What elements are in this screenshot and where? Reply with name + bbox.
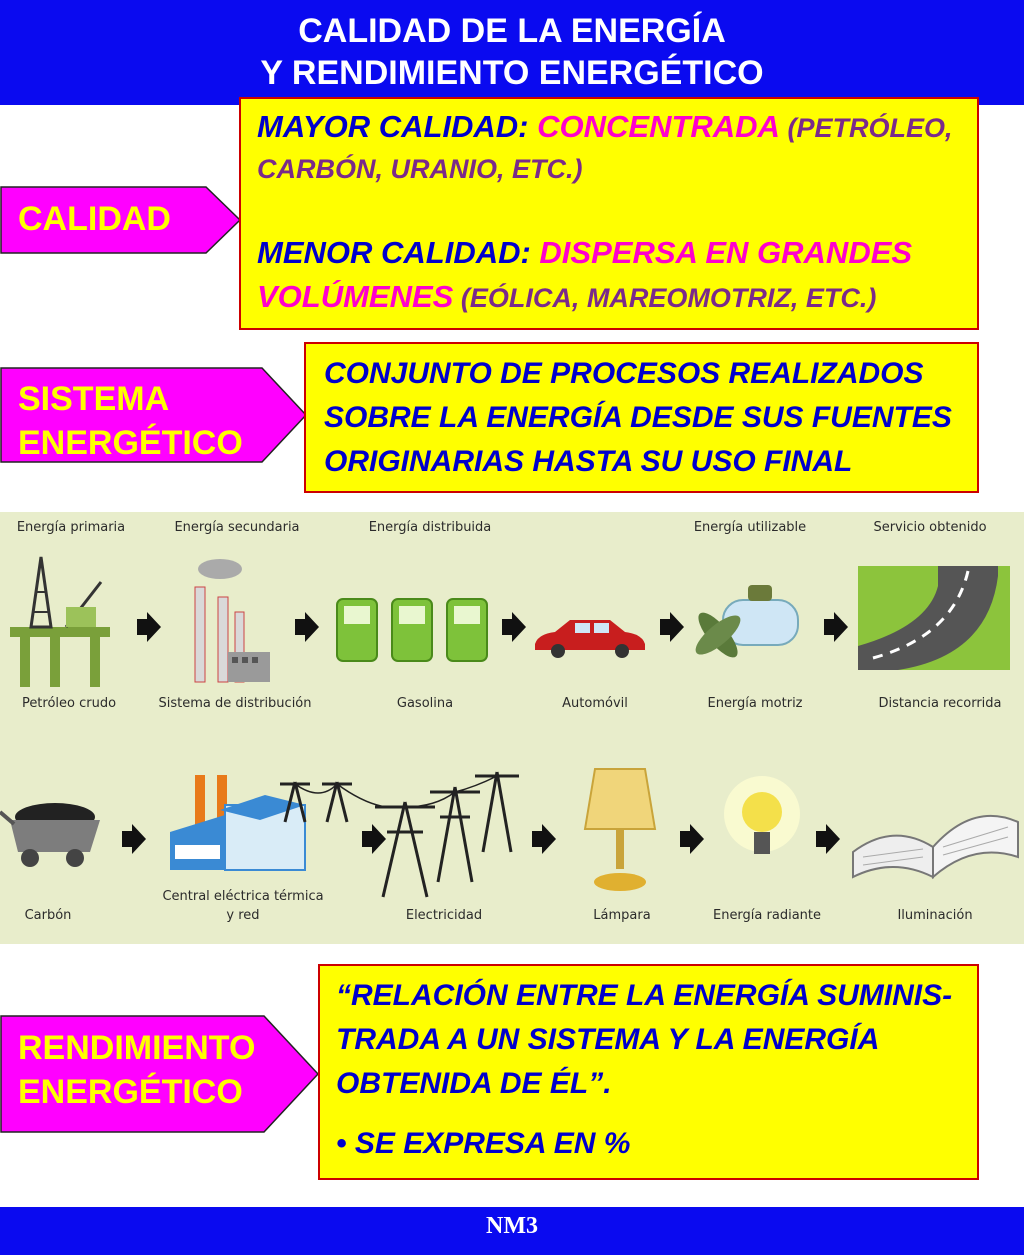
label-lampara: Lámpara: [593, 908, 651, 923]
sistema-tag-line-1: SISTEMA: [18, 380, 170, 418]
arrow-icon: [362, 824, 386, 854]
rendimiento-definition: “RELACIÓN ENTRE LA ENERGÍA SUMINIS-TRADA A UN SISTEMA Y LA ENERGÍA OBTENIDA DE ÉL”.: [336, 979, 953, 1100]
power-lines-icon: [275, 762, 525, 902]
label-electricidad: Electricidad: [405, 908, 483, 923]
arrow-icon: [532, 824, 556, 854]
label-gasolina: Gasolina: [396, 696, 454, 711]
menor-examples: (EÓLICA, MAREOMOTRIZ, ETC.): [453, 283, 877, 313]
label-automovil: Automóvil: [562, 696, 628, 711]
arrow-icon: [502, 612, 526, 642]
calidad-tag: [0, 186, 242, 254]
rendimiento-bullet: • SE EXPRESA EN %: [336, 1127, 631, 1160]
rendimiento-tag-label: [18, 1026, 255, 1114]
book-icon: [848, 787, 1023, 882]
engine-fan-icon: [688, 580, 808, 680]
lamp-icon: [580, 764, 660, 894]
label-carbon: Carbón: [24, 908, 72, 923]
label-central-electrica: Central eléctrica térmica: [162, 889, 324, 904]
arrow-icon: [295, 612, 319, 642]
gas-pumps-icon: [332, 594, 497, 664]
label-y-red: y red: [226, 908, 260, 923]
rendimiento-box: [318, 964, 979, 1180]
footer-label: NM3: [486, 1213, 538, 1239]
stage-header-utilizable: Energía utilizable: [693, 520, 807, 535]
stage-header-servicio: Servicio obtenido: [873, 520, 987, 535]
coal-cart-icon: [0, 802, 100, 872]
sistema-tag-line-2: ENERGÉTICO: [18, 424, 243, 462]
arrow-icon: [137, 612, 161, 642]
menor-label: MENOR CALIDAD:: [257, 235, 540, 270]
menor-highlight: DISPERSA EN GRANDES VOLÚMENES: [257, 235, 913, 314]
energy-flow-diagram: [0, 512, 1024, 944]
arrow-icon: [824, 612, 848, 642]
rendimiento-tag: [0, 1015, 322, 1133]
sistema-tag: [0, 367, 310, 463]
calidad-menor: [257, 231, 961, 320]
title-line-2: Y RENDIMIENTO ENERGÉTICO: [260, 54, 764, 92]
title-line-1: CALIDAD DE LA ENERGÍA: [298, 12, 726, 50]
stage-header-secundaria: Energía secundaria: [174, 520, 300, 535]
label-energia-motriz: Energía motriz: [707, 696, 803, 711]
rendimiento-tag-line-2: ENERGÉTICO: [18, 1073, 243, 1111]
rendimiento-tag-line-1: RENDIMIENTO: [18, 1029, 256, 1067]
factory-chimney-icon: [180, 557, 280, 687]
sistema-tag-label: [18, 377, 243, 465]
mayor-examples: (PETRÓLEO, CARBÓN, URANIO, ETC.): [257, 113, 953, 184]
label-iluminacion: Iluminación: [897, 908, 973, 923]
oil-rig-icon: [6, 552, 116, 692]
car-icon: [530, 614, 650, 659]
page-title: [0, 10, 1024, 94]
sistema-definition: CONJUNTO DE PROCESOS REALIZADOS SOBRE LA ENERGÍA DESDE SUS FUENTES ORIGINARIAS HASTA SU USO FINAL: [324, 357, 952, 478]
calidad-box: [239, 97, 979, 330]
label-sistema-distribucion: Sistema de distribución: [158, 696, 312, 711]
sistema-box: [304, 342, 979, 493]
label-petroleo-crudo: Petróleo crudo: [21, 696, 117, 711]
arrow-icon: [816, 824, 840, 854]
arrow-icon: [660, 612, 684, 642]
calidad-tag-label: CALIDAD: [18, 200, 171, 238]
calidad-mayor: [257, 107, 961, 189]
arrow-icon: [680, 824, 704, 854]
mayor-highlight: CONCENTRADA: [537, 109, 780, 144]
arrow-icon: [122, 824, 146, 854]
label-distancia-recorrida: Distancia recorrida: [878, 696, 1002, 711]
mayor-label: MAYOR CALIDAD:: [257, 109, 538, 144]
label-energia-radiante: Energía radiante: [712, 908, 821, 923]
stage-header-primaria: Energía primaria: [16, 520, 126, 535]
stage-header-distribuida: Energía distribuida: [368, 520, 492, 535]
light-bulb-icon: [722, 774, 802, 874]
road-icon: [858, 566, 1010, 670]
